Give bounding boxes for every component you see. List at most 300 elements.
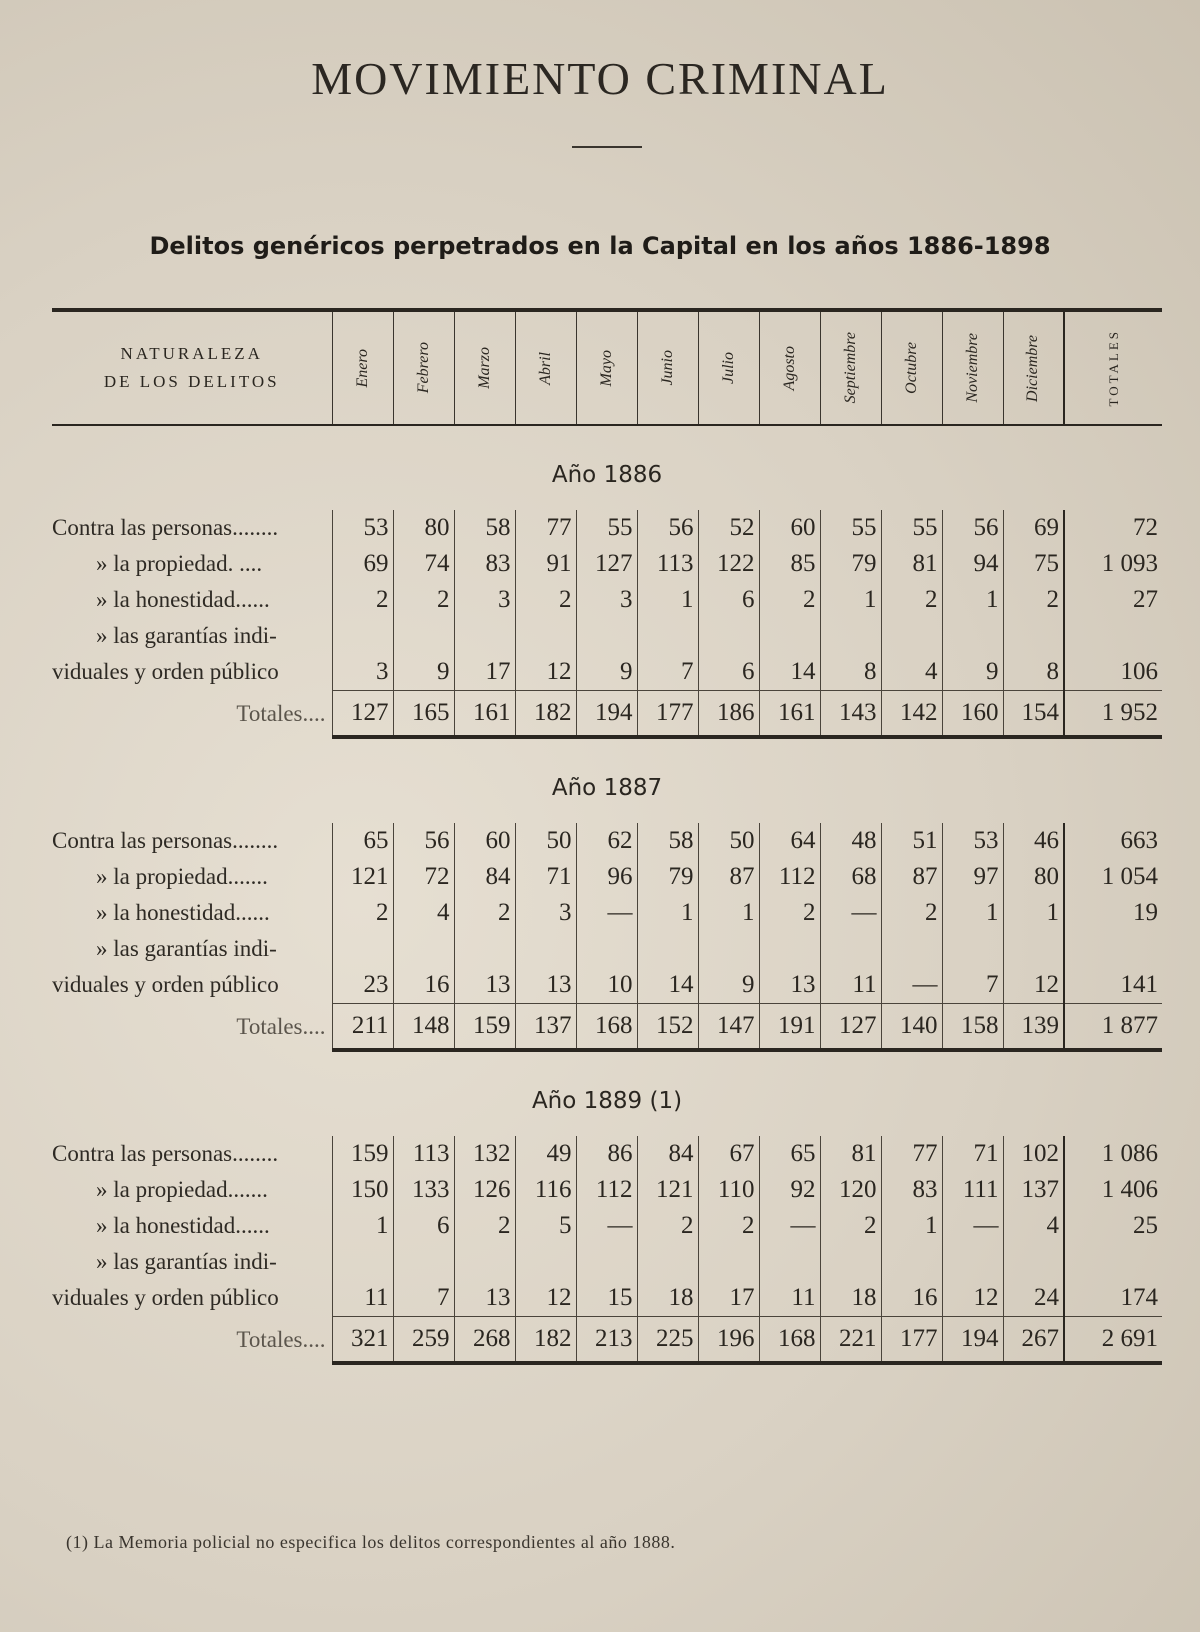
- data-cell: [332, 1244, 393, 1280]
- row-total: [1064, 931, 1162, 967]
- row-label: » la honestidad......: [96, 1213, 270, 1238]
- monthly-total-cell: 177: [881, 1317, 942, 1364]
- data-cell: [332, 931, 393, 967]
- data-cell: [393, 618, 454, 654]
- data-cell: [637, 1244, 698, 1280]
- data-cell: 2: [698, 1208, 759, 1244]
- data-cell: [393, 1244, 454, 1280]
- data-cell: 113: [393, 1136, 454, 1172]
- row-total: 663: [1064, 823, 1162, 859]
- totals-label: Totales....: [236, 1013, 326, 1039]
- data-cell: [515, 1244, 576, 1280]
- monthly-total-cell: 161: [454, 691, 515, 738]
- data-cell: 80: [1003, 859, 1064, 895]
- row-total: 1 054: [1064, 859, 1162, 895]
- data-cell: 1: [942, 895, 1003, 931]
- data-cell: 127: [576, 546, 637, 582]
- header-totals-label: TOTALES: [1105, 329, 1121, 407]
- table-subtitle: Delitos genéricos perpetrados en la Capital en los años 1886-1898: [149, 232, 1051, 260]
- data-cell: 133: [393, 1172, 454, 1208]
- data-cell: —: [759, 1208, 820, 1244]
- data-cell: 12: [1003, 967, 1064, 1004]
- row-label: » la propiedad. ....: [96, 551, 263, 576]
- totals-label: Totales....: [236, 1326, 326, 1352]
- data-cell: [820, 618, 881, 654]
- data-cell: 49: [515, 1136, 576, 1172]
- header-month-label: Marzo: [475, 347, 493, 389]
- data-cell: 69: [332, 546, 393, 582]
- data-cell: 5: [515, 1208, 576, 1244]
- data-cell: [820, 931, 881, 967]
- row-label: » la honestidad......: [96, 900, 270, 925]
- data-cell: 60: [759, 510, 820, 546]
- data-cell: 11: [759, 1280, 820, 1317]
- monthly-total-cell: 267: [1003, 1317, 1064, 1364]
- data-cell: [454, 618, 515, 654]
- monthly-total-cell: 147: [698, 1004, 759, 1051]
- grand-total: 2 691: [1064, 1317, 1162, 1364]
- header-month-11: [1003, 310, 1064, 425]
- row-label: » las garantías indi-: [96, 623, 277, 648]
- data-cell: 4: [881, 654, 942, 691]
- monthly-total-cell: 225: [637, 1317, 698, 1364]
- table-row: [52, 618, 1162, 654]
- data-cell: 11: [332, 1280, 393, 1317]
- data-cell: 1: [820, 582, 881, 618]
- data-cell: 14: [759, 654, 820, 691]
- data-cell: 84: [454, 859, 515, 895]
- data-cell: [454, 1244, 515, 1280]
- data-cell: 53: [332, 510, 393, 546]
- data-cell: [515, 931, 576, 967]
- data-cell: 15: [576, 1280, 637, 1317]
- data-cell: 2: [759, 582, 820, 618]
- data-cell: 96: [576, 859, 637, 895]
- table-row: [52, 582, 1162, 618]
- monthly-total-cell: 321: [332, 1317, 393, 1364]
- table-row: [52, 967, 1162, 1004]
- data-cell: 9: [576, 654, 637, 691]
- data-cell: 13: [759, 967, 820, 1004]
- monthly-total-cell: 196: [698, 1317, 759, 1364]
- table-body: [52, 425, 1162, 1365]
- data-cell: [637, 931, 698, 967]
- data-cell: 17: [454, 654, 515, 691]
- rule-line: [332, 1363, 1162, 1365]
- data-cell: 97: [942, 859, 1003, 895]
- data-cell: 121: [332, 859, 393, 895]
- header-totals: [1064, 310, 1162, 425]
- data-cell: 2: [881, 582, 942, 618]
- data-cell: 50: [515, 823, 576, 859]
- header-month-2: [454, 310, 515, 425]
- header-month-label: Junio: [658, 350, 676, 386]
- year-heading-row: [52, 425, 1162, 510]
- data-cell: 3: [332, 654, 393, 691]
- data-cell: 111: [942, 1172, 1003, 1208]
- data-cell: [576, 1244, 637, 1280]
- monthly-total-cell: 194: [942, 1317, 1003, 1364]
- data-cell: 116: [515, 1172, 576, 1208]
- data-cell: 81: [881, 546, 942, 582]
- monthly-total-cell: 221: [820, 1317, 881, 1364]
- data-cell: [576, 618, 637, 654]
- monthly-total-cell: 137: [515, 1004, 576, 1051]
- row-label: Contra las personas........: [52, 828, 279, 853]
- data-cell: 58: [454, 510, 515, 546]
- data-cell: 11: [820, 967, 881, 1004]
- grand-total: 1 877: [1064, 1004, 1162, 1051]
- monthly-total-cell: 154: [1003, 691, 1064, 738]
- data-cell: [576, 931, 637, 967]
- monthly-total-cell: 160: [942, 691, 1003, 738]
- data-cell: [454, 931, 515, 967]
- monthly-total-cell: 211: [332, 1004, 393, 1051]
- data-cell: 13: [515, 967, 576, 1004]
- table-row: [52, 1244, 1162, 1280]
- table-row: [52, 895, 1162, 931]
- year-heading: Año 1886: [551, 462, 663, 488]
- data-cell: 77: [881, 1136, 942, 1172]
- row-total: [1064, 1244, 1162, 1280]
- row-label: » las garantías indi-: [96, 936, 277, 961]
- data-cell: 17: [698, 1280, 759, 1317]
- data-cell: 18: [637, 1280, 698, 1317]
- data-cell: 72: [393, 859, 454, 895]
- data-cell: 68: [820, 859, 881, 895]
- data-cell: [637, 618, 698, 654]
- data-cell: 7: [942, 967, 1003, 1004]
- data-cell: 75: [1003, 546, 1064, 582]
- monthly-total-cell: 177: [637, 691, 698, 738]
- data-cell: 12: [515, 654, 576, 691]
- data-cell: [881, 618, 942, 654]
- data-cell: [942, 1244, 1003, 1280]
- data-cell: —: [576, 1208, 637, 1244]
- data-cell: —: [820, 895, 881, 931]
- data-cell: 110: [698, 1172, 759, 1208]
- data-cell: 7: [393, 1280, 454, 1317]
- data-cell: 55: [820, 510, 881, 546]
- monthly-total-cell: 148: [393, 1004, 454, 1051]
- row-total: 174: [1064, 1280, 1162, 1317]
- header-month-label: Septiembre: [841, 332, 859, 404]
- data-cell: 18: [820, 1280, 881, 1317]
- data-cell: [759, 931, 820, 967]
- data-cell: 2: [515, 582, 576, 618]
- monthly-total-cell: 182: [515, 691, 576, 738]
- data-cell: 77: [515, 510, 576, 546]
- header-label-line1: NATURALEZA: [120, 344, 263, 363]
- data-cell: 79: [820, 546, 881, 582]
- data-cell: 112: [576, 1172, 637, 1208]
- table-row: [52, 546, 1162, 582]
- table-row: [52, 510, 1162, 546]
- data-cell: 56: [393, 823, 454, 859]
- data-cell: 52: [698, 510, 759, 546]
- data-cell: 2: [637, 1208, 698, 1244]
- data-cell: 9: [698, 967, 759, 1004]
- data-cell: 6: [393, 1208, 454, 1244]
- header-month-0: [332, 310, 393, 425]
- totals-row: [52, 1004, 1162, 1051]
- data-cell: [332, 618, 393, 654]
- data-cell: 24: [1003, 1280, 1064, 1317]
- table-header: [52, 310, 1162, 425]
- header-month-10: [942, 310, 1003, 425]
- data-cell: 159: [332, 1136, 393, 1172]
- data-cell: 1: [942, 582, 1003, 618]
- data-cell: [698, 618, 759, 654]
- header-month-label: Enero: [353, 348, 371, 388]
- monthly-total-cell: 161: [759, 691, 820, 738]
- data-cell: 87: [881, 859, 942, 895]
- data-cell: 1: [881, 1208, 942, 1244]
- data-cell: 91: [515, 546, 576, 582]
- data-cell: 13: [454, 967, 515, 1004]
- data-cell: 51: [881, 823, 942, 859]
- table-row: [52, 1136, 1162, 1172]
- table-row: [52, 1208, 1162, 1244]
- row-label: viduales y orden público: [52, 972, 279, 998]
- data-cell: 48: [820, 823, 881, 859]
- data-cell: 2: [820, 1208, 881, 1244]
- data-cell: 1: [698, 895, 759, 931]
- row-label: » la honestidad......: [96, 587, 270, 612]
- data-cell: 1: [332, 1208, 393, 1244]
- header-month-label: Agosto: [780, 345, 798, 391]
- row-total: 19: [1064, 895, 1162, 931]
- data-cell: 12: [942, 1280, 1003, 1317]
- data-cell: 64: [759, 823, 820, 859]
- row-label: Contra las personas........: [52, 515, 279, 540]
- header-month-label: Julio: [719, 352, 737, 384]
- header-month-6: [698, 310, 759, 425]
- header-month-8: [820, 310, 881, 425]
- data-cell: 65: [332, 823, 393, 859]
- row-total: 1 406: [1064, 1172, 1162, 1208]
- data-cell: 46: [1003, 823, 1064, 859]
- row-total: 72: [1064, 510, 1162, 546]
- data-cell: 71: [515, 859, 576, 895]
- header-month-label: Mayo: [597, 349, 615, 387]
- monthly-total-cell: 127: [820, 1004, 881, 1051]
- header-month-label: Diciembre: [1024, 334, 1042, 402]
- monthly-total-cell: 168: [759, 1317, 820, 1364]
- data-cell: —: [881, 967, 942, 1004]
- data-cell: 50: [698, 823, 759, 859]
- data-cell: 16: [393, 967, 454, 1004]
- header-month-7: [759, 310, 820, 425]
- data-cell: 102: [1003, 1136, 1064, 1172]
- grand-total: 1 952: [1064, 691, 1162, 738]
- monthly-total-cell: 140: [881, 1004, 942, 1051]
- header-nature-of-crimes: [52, 310, 332, 425]
- data-cell: 2: [332, 582, 393, 618]
- row-total: 141: [1064, 967, 1162, 1004]
- data-cell: [881, 931, 942, 967]
- data-cell: —: [576, 895, 637, 931]
- header-month-label: Abril: [536, 351, 554, 385]
- page-title: MOVIMIENTO CRIMINAL: [311, 53, 889, 104]
- data-cell: 12: [515, 1280, 576, 1317]
- row-total: 1 093: [1064, 546, 1162, 582]
- monthly-total-cell: 182: [515, 1317, 576, 1364]
- data-cell: 120: [820, 1172, 881, 1208]
- data-cell: 1: [1003, 895, 1064, 931]
- data-cell: 74: [393, 546, 454, 582]
- data-cell: 13: [454, 1280, 515, 1317]
- row-total: 25: [1064, 1208, 1162, 1244]
- totals-label: Totales....: [236, 700, 326, 726]
- data-cell: 23: [332, 967, 393, 1004]
- row-total: 27: [1064, 582, 1162, 618]
- monthly-total-cell: 165: [393, 691, 454, 738]
- data-cell: 2: [881, 895, 942, 931]
- rule-gap: [52, 1363, 332, 1365]
- header-month-4: [576, 310, 637, 425]
- data-cell: [698, 931, 759, 967]
- table-row: [52, 654, 1162, 691]
- monthly-total-cell: 152: [637, 1004, 698, 1051]
- data-cell: 60: [454, 823, 515, 859]
- data-cell: 9: [393, 654, 454, 691]
- data-cell: 56: [942, 510, 1003, 546]
- data-cell: 83: [881, 1172, 942, 1208]
- data-cell: 1: [637, 895, 698, 931]
- data-cell: 122: [698, 546, 759, 582]
- data-cell: [820, 1244, 881, 1280]
- header-month-label: Febrero: [414, 342, 432, 394]
- data-cell: 2: [454, 1208, 515, 1244]
- data-cell: 56: [637, 510, 698, 546]
- data-cell: 84: [637, 1136, 698, 1172]
- data-cell: 58: [637, 823, 698, 859]
- totals-row: [52, 691, 1162, 738]
- data-cell: [759, 1244, 820, 1280]
- data-cell: 55: [881, 510, 942, 546]
- data-cell: 62: [576, 823, 637, 859]
- table-row: [52, 859, 1162, 895]
- data-cell: 2: [454, 895, 515, 931]
- data-cell: 85: [759, 546, 820, 582]
- monthly-total-cell: 142: [881, 691, 942, 738]
- header-month-3: [515, 310, 576, 425]
- data-cell: [698, 1244, 759, 1280]
- monthly-total-cell: 259: [393, 1317, 454, 1364]
- data-cell: [942, 618, 1003, 654]
- data-cell: 2: [1003, 582, 1064, 618]
- data-cell: 132: [454, 1136, 515, 1172]
- monthly-total-cell: 127: [332, 691, 393, 738]
- data-cell: —: [942, 1208, 1003, 1244]
- row-label: » las garantías indi-: [96, 1249, 277, 1274]
- data-cell: 1: [637, 582, 698, 618]
- monthly-total-cell: 186: [698, 691, 759, 738]
- row-total: 106: [1064, 654, 1162, 691]
- data-cell: 53: [942, 823, 1003, 859]
- monthly-total-cell: 139: [1003, 1004, 1064, 1051]
- data-cell: 87: [698, 859, 759, 895]
- data-cell: [393, 931, 454, 967]
- data-cell: 65: [759, 1136, 820, 1172]
- footnote: (1) La Memoria policial no especifica los delitos correspondientes al año 1888.: [66, 1532, 676, 1552]
- table-row: [52, 823, 1162, 859]
- data-cell: 14: [637, 967, 698, 1004]
- table-row: [52, 1172, 1162, 1208]
- header-month-9: [881, 310, 942, 425]
- data-cell: 2: [332, 895, 393, 931]
- data-cell: 4: [393, 895, 454, 931]
- data-cell: 112: [759, 859, 820, 895]
- data-cell: 79: [637, 859, 698, 895]
- year-heading: Año 1887: [551, 775, 663, 801]
- data-cell: 9: [942, 654, 1003, 691]
- section-end-rule: [52, 1363, 1162, 1365]
- data-cell: 126: [454, 1172, 515, 1208]
- data-cell: 113: [637, 546, 698, 582]
- title-divider: [572, 146, 642, 148]
- data-cell: [515, 618, 576, 654]
- year-heading-row: [52, 739, 1162, 823]
- data-cell: 7: [637, 654, 698, 691]
- data-cell: 137: [1003, 1172, 1064, 1208]
- monthly-total-cell: 143: [820, 691, 881, 738]
- year-heading: Año 1889 (1): [531, 1088, 683, 1114]
- data-cell: 6: [698, 582, 759, 618]
- monthly-total-cell: 194: [576, 691, 637, 738]
- data-cell: 3: [515, 895, 576, 931]
- data-cell: 4: [1003, 1208, 1064, 1244]
- data-cell: [1003, 1244, 1064, 1280]
- data-cell: 6: [698, 654, 759, 691]
- data-cell: 150: [332, 1172, 393, 1208]
- monthly-total-cell: 268: [454, 1317, 515, 1364]
- data-cell: 55: [576, 510, 637, 546]
- data-cell: 2: [759, 895, 820, 931]
- data-cell: [881, 1244, 942, 1280]
- data-cell: 8: [820, 654, 881, 691]
- row-label: » la propiedad.......: [96, 1177, 268, 1202]
- header-month-1: [393, 310, 454, 425]
- data-cell: [759, 618, 820, 654]
- data-cell: 83: [454, 546, 515, 582]
- data-cell: 81: [820, 1136, 881, 1172]
- monthly-total-cell: 191: [759, 1004, 820, 1051]
- row-label: Contra las personas........: [52, 1141, 279, 1166]
- data-cell: 80: [393, 510, 454, 546]
- row-total: [1064, 618, 1162, 654]
- table-row: [52, 931, 1162, 967]
- data-cell: 10: [576, 967, 637, 1004]
- row-label: » la propiedad.......: [96, 864, 268, 889]
- data-cell: 67: [698, 1136, 759, 1172]
- data-cell: 3: [454, 582, 515, 618]
- data-cell: [1003, 931, 1064, 967]
- data-cell: 71: [942, 1136, 1003, 1172]
- monthly-total-cell: 158: [942, 1004, 1003, 1051]
- data-cell: 8: [1003, 654, 1064, 691]
- totals-row: [52, 1317, 1162, 1364]
- monthly-total-cell: 159: [454, 1004, 515, 1051]
- row-label: viduales y orden público: [52, 1285, 279, 1311]
- data-cell: 92: [759, 1172, 820, 1208]
- data-cell: 121: [637, 1172, 698, 1208]
- table-row: [52, 1280, 1162, 1317]
- header-month-label: Octubre: [902, 342, 920, 394]
- row-total: 1 086: [1064, 1136, 1162, 1172]
- data-cell: 2: [393, 582, 454, 618]
